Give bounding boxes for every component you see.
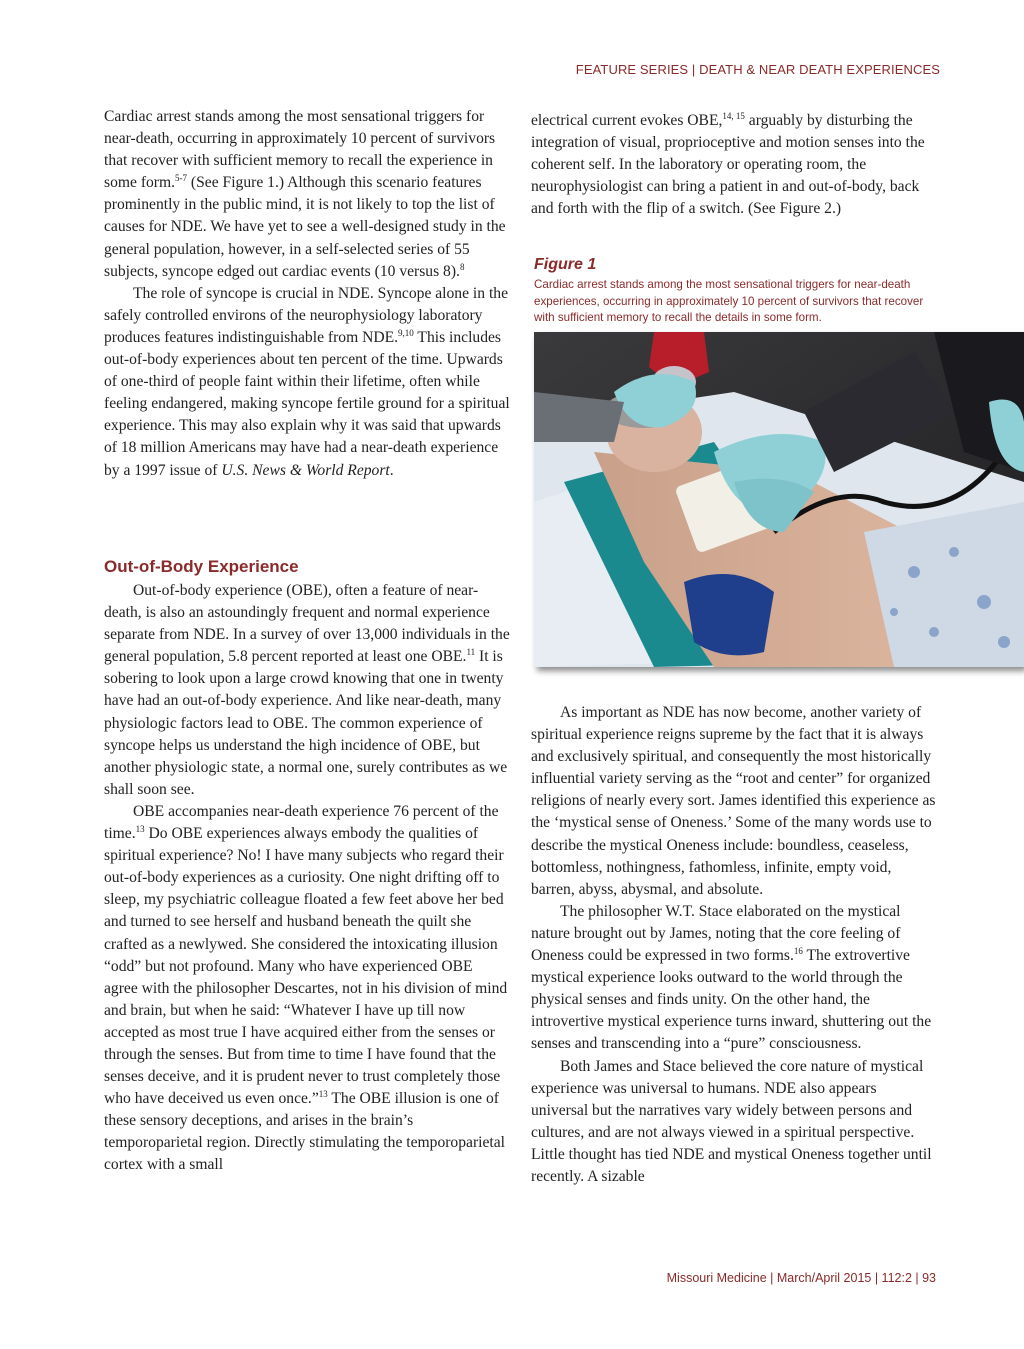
citation-ref: 11 — [466, 647, 476, 658]
paragraph: Cardiac arrest stands among the most sensational triggers for near-death, occurring in approximately 10 percent of survivors that recover with sufficient memory to recall the experience in some form.$^{5-7}$ (See Figure 1.) Although this scenario features prominently in the public mind, it is not likely to top the list of causes for NDE. We have yet to see a well-designed study in the general population, however, in a self-selected series of 55 subjects, syncope edged out cardiac events (10 versus 8).$^8$ — [104, 108, 506, 280]
paragraph: As important as NDE has now become, another variety of spiritual experience reigns supreme by the fact that it is always and exclusively spiritual, and consequently the most historically influential variety serving as the “root and center” for organized religions of nearly every sort. James identified this experience as the ‘mystical sense of Oneness.’ Some of the many words use to describe the mystical Oneness include: boundless, ceaseless, bottomless, nothingness, fathomless, infinite, empty void, barren, abyss, abysmal, and absolute. — [531, 704, 936, 898]
citation-ref: 16 — [793, 946, 803, 957]
left-column-top — [104, 106, 510, 482]
section-heading: Out-of-Body Experience — [104, 557, 299, 576]
paragraph: The role of syncope is crucial in NDE. Syncope alone in the safely controlled environs of the neurophysiology laboratory produces features indistinguishable from NDE.$^{9,10}$ This includes out-of-body experiences about ten percent of the time. Upwards of one-third of people faint within their lifetime, often while feeling endangered, making syncope fertile ground for a spiritual experience. This may also explain why it was said that upwards of 18 million Americans may have had a near-death experience by a 1997 issue of U.S. News & World Report. — [104, 284, 510, 479]
citation-ref: 13 — [135, 824, 145, 835]
right-column-bottom — [531, 702, 937, 1188]
running-header: FEATURE SERIES | DEATH & NEAR DEATH EXPERIENCES — [575, 62, 940, 77]
paragraph: The philosopher W.T. Stace elaborated on the mystical nature brought out by James, noting that the core feeling of Oneness could be expressed in two forms.$^{16}$ The extrovertive mystical experience looks outward to the world through the physical senses and finds unity. On the other hand, the introvertive mystical experience turns inward, shuttering out the senses and transcending into a “pure” consciousness. — [531, 902, 932, 1053]
figure-caption: Cardiac arrest stands among the most sensational triggers for near-death experiences, occurring in approximately 10 percent of survivors that recover with sufficient memory to recall the details in some form. — [534, 278, 924, 324]
citation-ref: 8 — [459, 261, 465, 272]
publication-title: U.S. News & World Report — [221, 461, 390, 479]
paragraph: OBE accompanies near-death experience 76 percent of the time.$^{13}$ Do OBE experiences always embody the qualities of spiritual experience? No! I have many subjects who regard their out-of-body experiences as a curiosity. One night drifting off to sleep, my psychiatric colleague floated a few feet above her bed and turned to see herself and husband beneath the quilt she crafted as a newlywed. She considered the intoxicating illusion “odd” but not profound. Many who have experienced OBE agree with the philosopher Descartes, not in his division of mind and brain, but when he said: “Whatever I have up till now accepted as most true I have acquired either from the senses or through the senses. But from time to time I have found that the senses deceive, and it is prudent never to trust completely those who have deceived us even once.”$^{13}$ The OBE illusion is one of these sensory deceptions, and arises in the brain’s temporoparietal region. Directly stimulating the temporoparietal cortex with a small — [104, 802, 508, 1174]
paragraph: Both James and Stace believed the core nature of mystical experience was universal to humans. NDE also appears universal but the narratives vary widely between persons and cultures, and are not always viewed in a spiritual perspective. Little thought has tied NDE and mystical Oneness together until recently. A sizable — [531, 1057, 932, 1185]
citation-ref: 9,10 — [398, 327, 414, 338]
figure-title: Figure 1 — [534, 256, 597, 273]
citation-ref: 5-7 — [175, 173, 188, 184]
paragraph: electrical current evokes OBE,$^{14, 15}$ arguably by disturbing the integration of visual, proprioceptive and motion senses into the coherent self. In the laboratory or operating room, the neurophysiologist can bring a patient in and out-of-body, back and forth with the flip of a switch. (See Figure 2.) — [531, 111, 925, 218]
paragraph: Out-of-body experience (OBE), often a feature of near-death, is also an astoundingly frequent and normal experience separate from NDE. In a survey of over 13,000 individuals in the general population, 5.8 percent reported at least one OBE.$^{11}$ It is sobering to look upon a large crowd knowing that one in twenty have had an out-of-body experience. And like near-death, many physiologic factors lead to OBE. The common experience of syncope helps us understand the high incidence of OBE, but another physiologic state, a normal one, surely contributes as we shall soon see. — [104, 582, 510, 798]
citation-ref: 13 — [318, 1089, 328, 1100]
page-footer: Missouri Medicine | March/April 2015 | 112:2 | 93 — [666, 1271, 936, 1285]
citation-ref: 14, 15 — [722, 111, 745, 121]
left-column-bottom — [104, 580, 510, 1177]
cpr-photo-illustration — [534, 332, 1024, 667]
right-column-top — [531, 110, 931, 220]
figure-photo-cpr — [534, 332, 1024, 667]
